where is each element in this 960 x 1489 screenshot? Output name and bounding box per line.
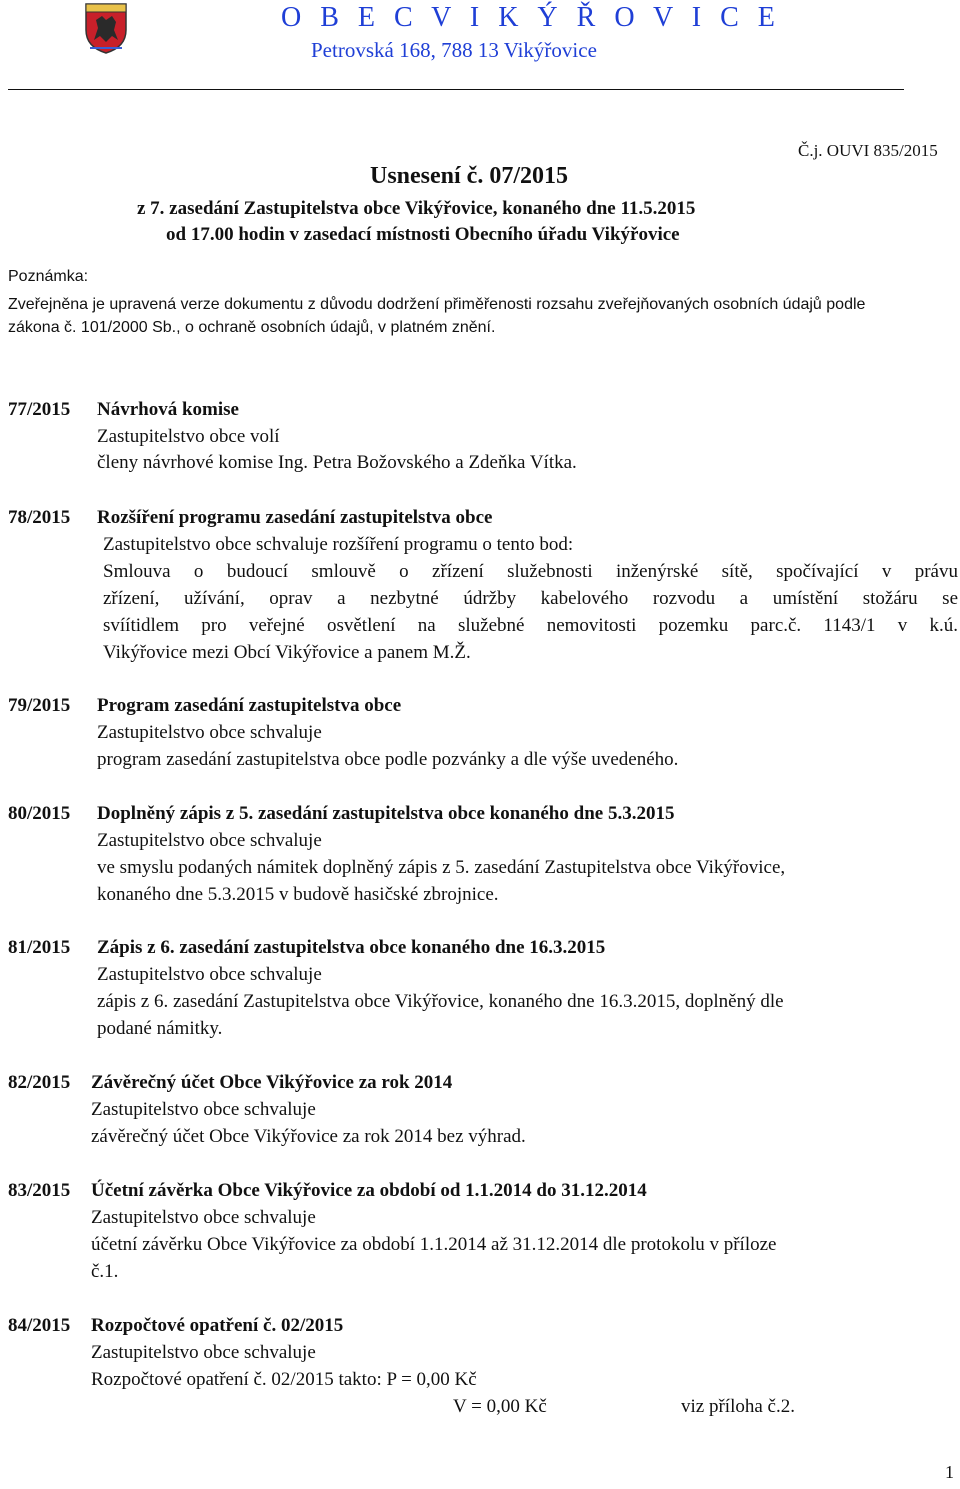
item-title: Rozšíření programu zasedání zastupitelstva obce	[97, 507, 493, 528]
item-title: Program zasedání zastupitelstva obce	[97, 695, 402, 716]
item-number: 78/2015	[8, 507, 71, 528]
municipality-address: Petrovská 168, 788 13 Vikýřovice	[311, 38, 597, 62]
item-number: 81/2015	[8, 937, 71, 958]
item-title: Účetní závěrka Obce Vikýřovice za období od 1.1.2014 do 31.12.2014	[91, 1180, 647, 1201]
item-number: 82/2015	[8, 1072, 71, 1093]
item-text: podané námitky.	[97, 1018, 223, 1039]
item-action: Zastupitelstvo obce schvaluje	[97, 722, 322, 743]
item-title: Rozpočtové opatření č. 02/2015	[91, 1315, 344, 1336]
item-action: Zastupitelstvo obce schvaluje	[97, 964, 322, 985]
item-action: Zastupitelstvo obce schvaluje	[91, 1342, 316, 1363]
municipal-crest-icon	[84, 2, 128, 54]
item-text: závěrečný účet Obce Vikýřovice za rok 2014 bez výhrad.	[91, 1126, 526, 1147]
item-text: viz příloha č.2.	[681, 1396, 795, 1417]
item-text: ve smyslu podaných námitek doplněný zápis z 5. zasedání Zastupitelstva obce Vikýřovice,	[97, 857, 786, 878]
reference-number: Č.j. OUVI 835/2015	[798, 141, 938, 160]
resolution-subtitle-2: od 17.00 hodin v zasedací místnosti Obecního úřadu Vikýřovice	[166, 224, 680, 245]
item-text: program zasedání zastupitelstva obce podle pozvánky a dle výše uvedeného.	[97, 749, 679, 770]
item-title: Doplněný zápis z 5. zasedání zastupitelstva obce konaného dne 5.3.2015	[97, 803, 675, 824]
item-number: 80/2015	[8, 803, 71, 824]
item-number: 84/2015	[8, 1315, 71, 1336]
item-title: Návrhová komise	[97, 399, 239, 420]
item-number: 77/2015	[8, 399, 71, 420]
item-text: Smlouva o budoucí smlouvě o zřízení služebnosti inženýrské sítě, spočívající v právu	[103, 561, 958, 582]
note-line-2: zákona č. 101/2000 Sb., o ochraně osobních údajů, v platném znění.	[8, 319, 496, 336]
item-text: V = 0,00 Kč	[453, 1396, 547, 1417]
municipality-title: O B E C V I K Ý Ř O V I C E	[281, 2, 781, 33]
item-text: Rozpočtové opatření č. 02/2015 takto: P = 0,00 Kč	[91, 1369, 477, 1390]
item-text: konaného dne 5.3.2015 v budově hasičské zbrojnice.	[97, 884, 499, 905]
item-title: Zápis z 6. zasedání zastupitelstva obce konaného dne 16.3.2015	[97, 937, 606, 958]
header-divider	[8, 89, 904, 90]
item-action: Zastupitelstvo obce schvaluje	[97, 830, 322, 851]
resolution-title: Usnesení č. 07/2015	[370, 163, 568, 189]
item-text: svíítidlem pro veřejné osvětlení na služebné nemovitosti pozemku parc.č. 1143/1 v k.ú.	[103, 615, 958, 636]
item-text: zřízení, užívání, oprav a nezbytné údržby kabelového rozvodu a umístění stožáru se	[103, 588, 958, 609]
item-text: účetní závěrku Obce Vikýřovice za období 1.1.2014 až 31.12.2014 dle protokolu v příloze	[91, 1234, 777, 1255]
item-action: Zastupitelstvo obce schvaluje rozšíření programu o tento bod:	[103, 534, 574, 555]
item-title: Závěrečný účet Obce Vikýřovice za rok 2014	[91, 1072, 453, 1093]
note-line-1: Zveřejněna je upravená verze dokumentu z důvodu dodržení přiměřenosti rozsahu zveřejňovaných osobních údajů podle	[8, 296, 866, 313]
item-text: Vikýřovice mezi Obcí Vikýřovice a panem M.Ž.	[103, 642, 471, 663]
resolution-subtitle-1: z 7. zasedání Zastupitelstva obce Vikýřovice, konaného dne 11.5.2015	[137, 198, 696, 219]
item-action: Zastupitelstvo obce schvaluje	[91, 1207, 316, 1228]
item-action: Zastupitelstvo obce schvaluje	[91, 1099, 316, 1120]
item-action: Zastupitelstvo obce volí	[97, 426, 280, 447]
item-text: zápis z 6. zasedání Zastupitelstva obce Vikýřovice, konaného dne 16.3.2015, doplněný dle	[97, 991, 784, 1012]
item-number: 79/2015	[8, 695, 71, 716]
note-label: Poznámka:	[8, 268, 89, 285]
page-number: 1	[945, 1462, 954, 1482]
item-text: č.1.	[91, 1261, 119, 1282]
item-number: 83/2015	[8, 1180, 71, 1201]
item-text: členy návrhové komise Ing. Petra Božovského a Zdeňka Vítka.	[97, 452, 577, 473]
